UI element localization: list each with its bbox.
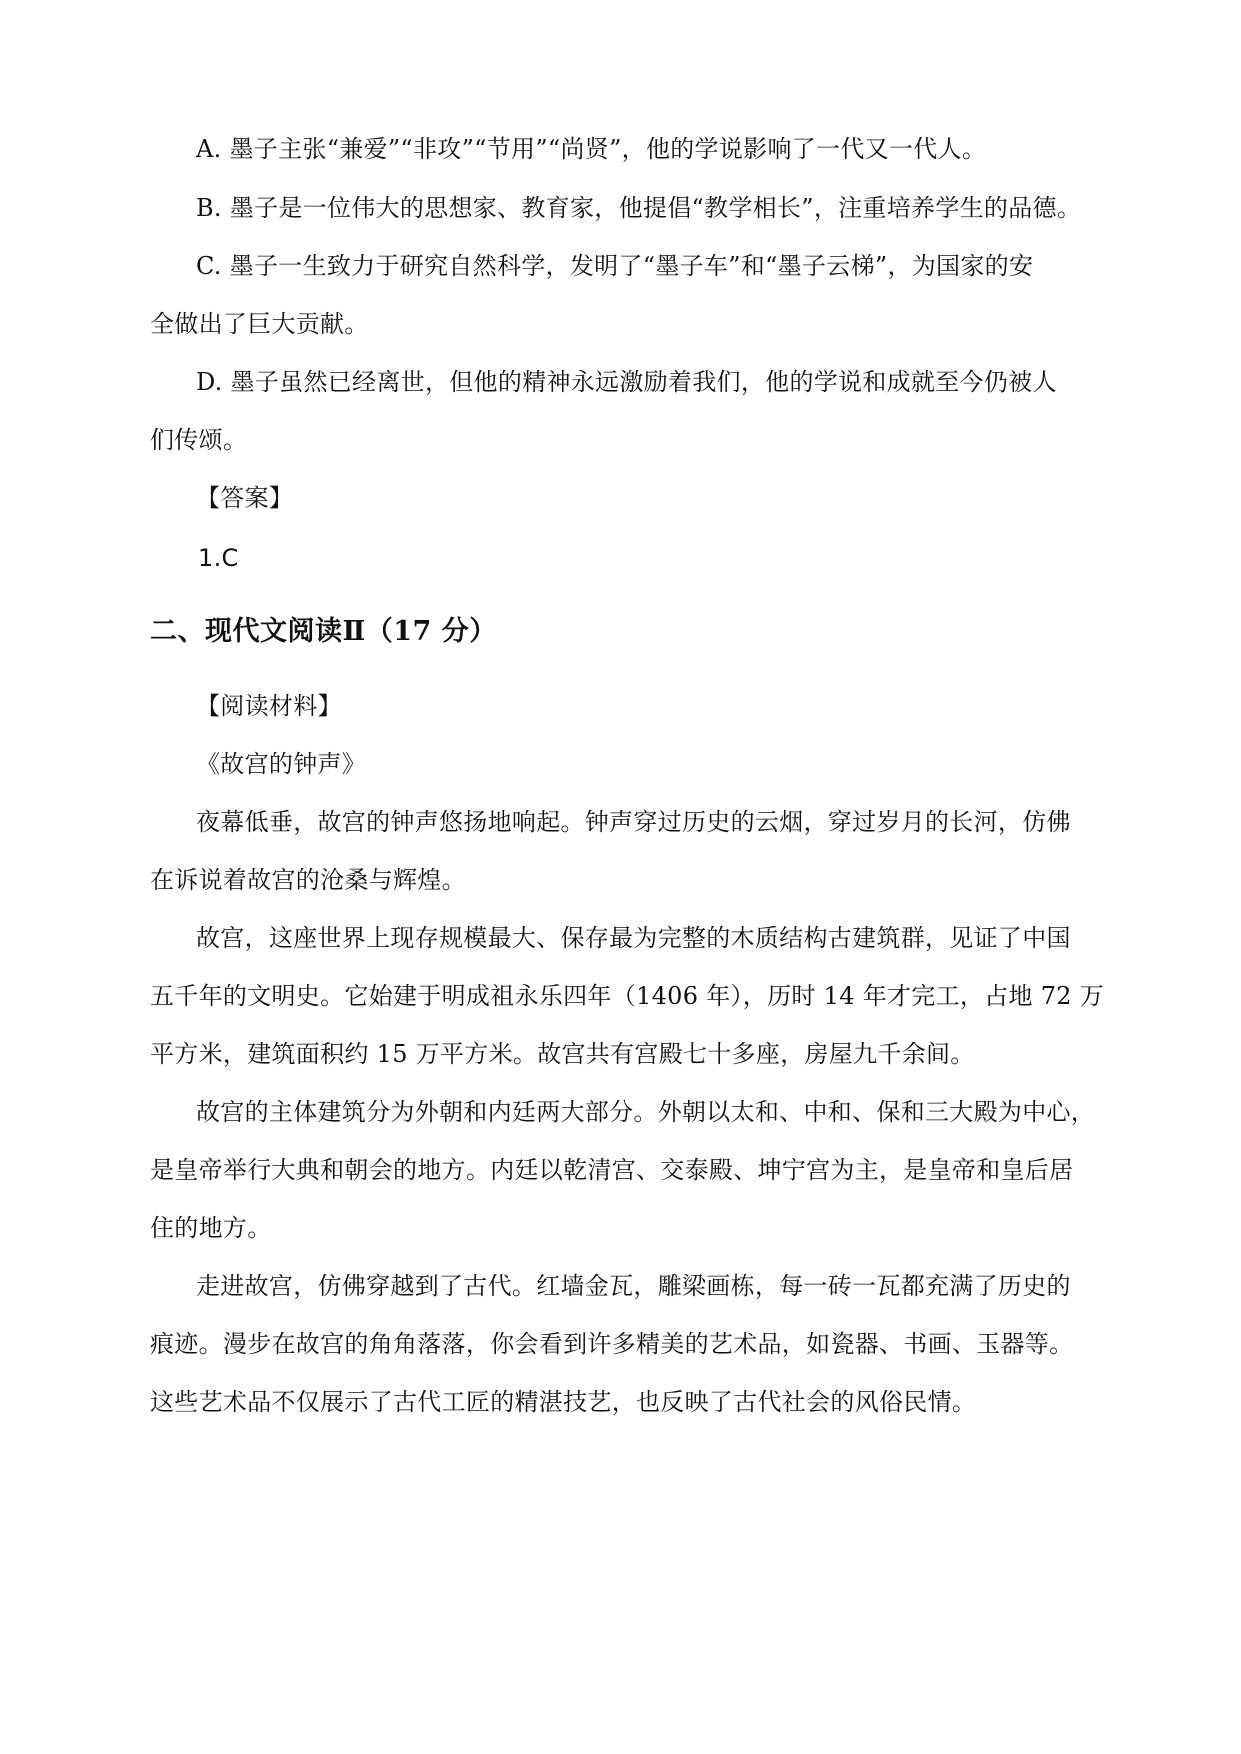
section-heading: 二、现代文阅读Ⅱ（17 分） bbox=[150, 616, 497, 647]
option-d-line-1: D. 墨子虽然已经离世，但他的精神永远激励着我们，他的学说和成就至今仍被人 bbox=[196, 368, 1057, 396]
passage-p2-line-3: 平方米，建筑面积约 15 万平方米。故宫共有宫殿七十多座，房屋九千余间。 bbox=[150, 1040, 975, 1068]
passage-p4-line-3: 这些艺术品不仅展示了古代工匠的精湛技艺，也反映了古代社会的风俗民情。 bbox=[150, 1388, 977, 1416]
passage-p4-line-2: 痕迹。漫步在故宫的角角落落，你会看到许多精美的艺术品，如瓷器、书画、玉器等。 bbox=[150, 1330, 1074, 1358]
option-a: A. 墨子主张“兼爱”“非攻”“节用”“尚贤”，他的学说影响了一代又一代人。 bbox=[196, 135, 987, 163]
option-c-line-2: 全做出了巨大贡献。 bbox=[150, 310, 369, 338]
option-d-line-2: 们传颂。 bbox=[150, 426, 248, 454]
passage-p1-line-2: 在诉说着故宫的沧桑与辉煌。 bbox=[150, 866, 466, 894]
material-label: 【阅读材料】 bbox=[196, 692, 342, 720]
passage-p1-line-1: 夜幕低垂，故宫的钟声悠扬地响起。钟声穿过历史的云烟，穿过岁月的长河，仿佛 bbox=[196, 808, 1071, 836]
option-c-line-1: C. 墨子一生致力于研究自然科学，发明了“墨子车”和“墨子云梯”，为国家的安 bbox=[196, 252, 1034, 280]
passage-p4-line-1: 走进故宫，仿佛穿越到了古代。红墙金瓦，雕梁画栋，每一砖一瓦都充满了历史的 bbox=[196, 1272, 1071, 1300]
passage-p2-line-1: 故宫，这座世界上现存规模最大、保存最为完整的木质结构古建筑群，见证了中国 bbox=[196, 924, 1071, 952]
passage-p3-line-3: 住的地方。 bbox=[150, 1214, 272, 1242]
option-b: B. 墨子是一位伟大的思想家、教育家，他提倡“教学相长”，注重培养学生的品德。 bbox=[196, 194, 1082, 222]
answer-label: 【答案】 bbox=[196, 484, 294, 512]
passage-p3-line-1: 故宫的主体建筑分为外朝和内廷两大部分。外朝以太和、中和、保和三大殿为中心， bbox=[196, 1098, 1096, 1126]
answer-value: 1.C bbox=[198, 544, 239, 572]
passage-p2-line-2: 五千年的文明史。它始建于明成祖永乐四年（1406 年），历时 14 年才完工，占地 72 万 bbox=[150, 982, 1105, 1010]
passage-p3-line-2: 是皇帝举行大典和朝会的地方。内廷以乾清宫、交泰殿、坤宁宫为主，是皇帝和皇后居 bbox=[150, 1156, 1074, 1184]
passage-title: 《故宫的钟声》 bbox=[196, 750, 367, 778]
